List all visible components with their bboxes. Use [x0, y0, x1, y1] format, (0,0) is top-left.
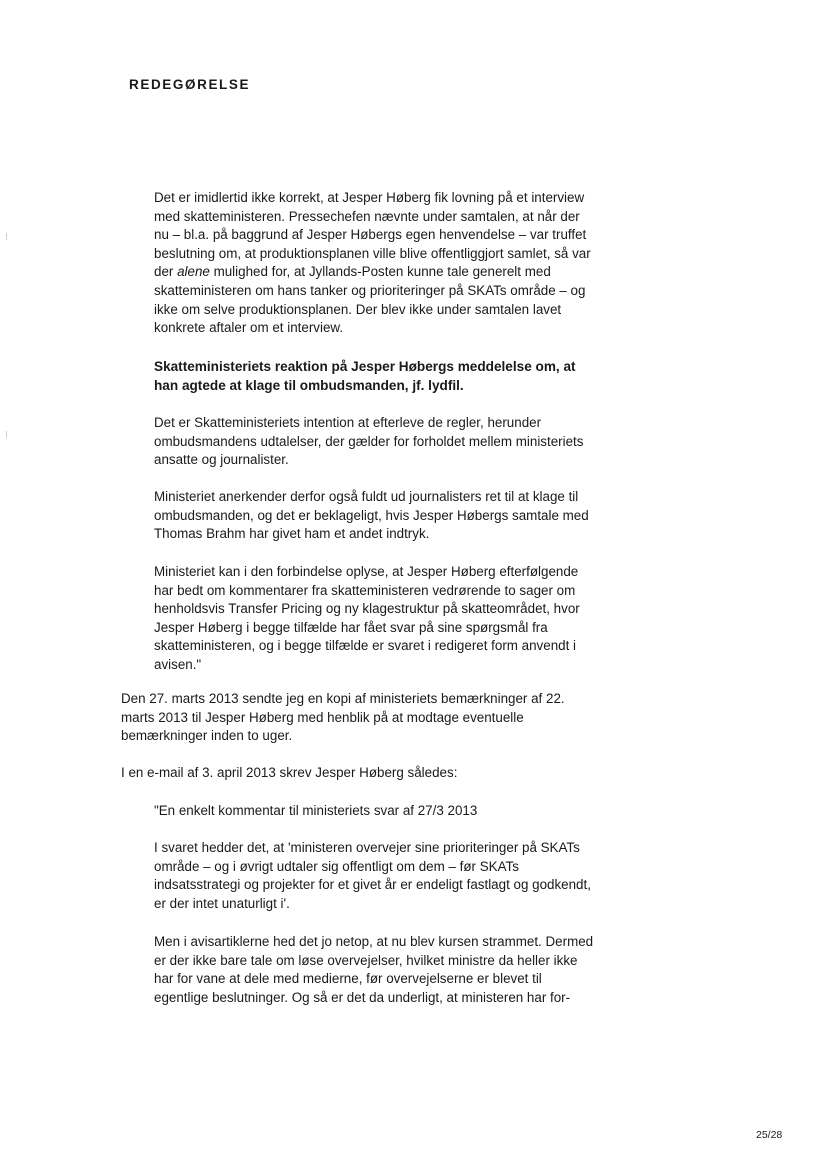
quoted-paragraph: "En enkelt kommentar til ministeriets svar af 27/3 2013: [154, 803, 478, 818]
quoted-paragraph: Det er Skatteministeriets intention at efterleve de regler, herunder ombudsmandens udtalelser, der gælder for forholdet mellem ministeriets ansatte og journalister.: [154, 415, 584, 468]
body-paragraph: Den 27. marts 2013 sendte jeg en kopi af ministeriets bemærkninger af 22. marts 2013 til Jesper Høberg med henblik på at modtage eventuelle bemærkninger inden to uger.: [121, 691, 565, 744]
margin-mark: [6, 233, 7, 240]
section-subheading: Skatteministeriets reaktion på Jesper Høbergs meddelelse om, at han agtede at klage til ombudsmanden, jf. lydfil.: [154, 359, 576, 393]
quoted-paragraph: Ministeriet kan i den forbindelse oplyse, at Jesper Høberg efterfølgende har bedt om kommentarer fra skatteministeren vedrørende to sager om henholdsvis Transfer Pricing og ny klagestruktur på skatteområdet, hvor Jesper Høberg i begge tilfælde har fået svar på sine spørgsmål fra skatteministeren, og i begge tilfælde er svaret i redigeret form anvendt i avisen.": [154, 564, 580, 672]
document-heading: REDEGØRELSE: [129, 77, 251, 92]
margin-mark: [6, 431, 7, 438]
quoted-paragraph: Men i avisartiklerne hed det jo netop, at nu blev kursen strammet. Dermed er der ikke bare tale om løse overvejelser, hvilket ministre da heller ikke har for vane at dele med medierne, før overvejelserne er blevet til egentlige beslutninger. Og så er det da underligt, at ministeren har for-: [154, 934, 594, 1005]
emphasized-word: alene: [177, 264, 210, 280]
body-paragraph: I en e-mail af 3. april 2013 skrev Jesper Høberg således:: [121, 765, 458, 780]
paragraph-text: mulighed for, at Jyllands-Posten kunne tale generelt med skatteministeren om hans tanker og prioriteringer på SKATs område – og ikke om selve produktionsplanen. Der blev ikke under samtalen lavet konkrete aftaler om et interview.: [154, 264, 586, 336]
paragraph-text: Det er imidlertid ikke korrekt, at Jesper Høberg fik lovning på et interview med skatteministeren. Pressechefen nævnte under samtalen, at når der nu – bl.a. på baggrund af Jesper Høbergs egen henvendelse – var truffet beslutning om, at produktionsplanen ville blive offentliggjort samlet, så var der: [154, 190, 591, 280]
quoted-paragraph: [154, 189, 594, 338]
page-number: 25/28: [756, 1129, 783, 1141]
quoted-paragraph: Ministeriet anerkender derfor også fuldt ud journalisters ret til at klage til ombudsmanden, og det er beklageligt, hvis Jesper Høbergs samtale med Thomas Brahm har givet ham et andet indtryk.: [154, 489, 589, 542]
quoted-paragraph: I svaret hedder det, at 'ministeren overvejer sine prioriteringer på SKATs område – og i øvrigt udtaler sig offentligt om dem – før SKATs indsatsstrategi og projekter for et givet år er endeligt fastlagt og godkendt, er der intet unaturligt i'.: [154, 840, 591, 911]
